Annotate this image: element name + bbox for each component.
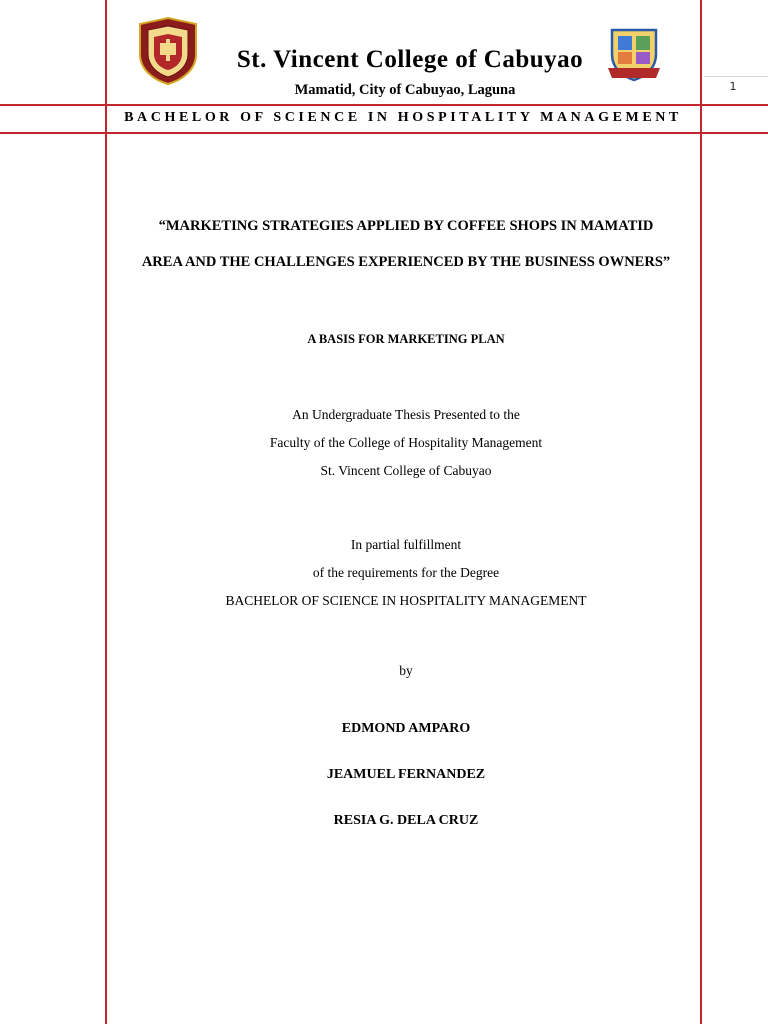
thesis-subtitle: A BASIS FOR MARKETING PLAN (307, 332, 505, 346)
hospitality-management-logo (606, 24, 662, 86)
program-header: BACHELOR OF SCIENCE IN HOSPITALITY MANAGEMENT (124, 110, 682, 125)
authors-list (108, 706, 704, 844)
author-name: RESIA G. DELA CRUZ (333, 813, 479, 828)
thesis-title: “MARKETING STRATEGIES APPLIED BY COFFEE SHOPS IN MAMATID AREA AND THE CHALLENGES EXPERIENCED BY THE BUSINESS OWNERS” (141, 218, 671, 270)
author-name: JEAMUEL FERNANDEZ (326, 767, 486, 782)
college-address: Mamatid, City of Cabuyao, Laguna (294, 82, 516, 98)
left-margin-line (105, 0, 107, 1024)
fulfillment-line: BACHELOR OF SCIENCE IN HOSPITALITY MANAGEMENT (225, 593, 587, 608)
right-margin-line (700, 0, 702, 1024)
presentation-line: An Undergraduate Thesis Presented to the (292, 407, 520, 422)
college-name: St. Vincent College of Cabuyao (236, 46, 584, 73)
presentation-statement (108, 401, 704, 485)
page-number-rule (704, 76, 768, 77)
header-bottom-rule (0, 132, 768, 134)
page-number: 1 (729, 80, 737, 93)
fulfillment-statement (108, 531, 704, 615)
author-name: EDMOND AMPARO (341, 721, 471, 736)
fulfillment-line: of the requirements for the Degree (312, 565, 500, 580)
presentation-line: St. Vincent College of Cabuyao (320, 463, 492, 478)
header-top-rule (0, 104, 768, 106)
college-seal-logo (136, 16, 200, 86)
presentation-line: Faculty of the College of Hospitality Management (269, 435, 543, 450)
by-label: by (399, 663, 413, 678)
fulfillment-line: In partial fulfillment (350, 537, 462, 552)
